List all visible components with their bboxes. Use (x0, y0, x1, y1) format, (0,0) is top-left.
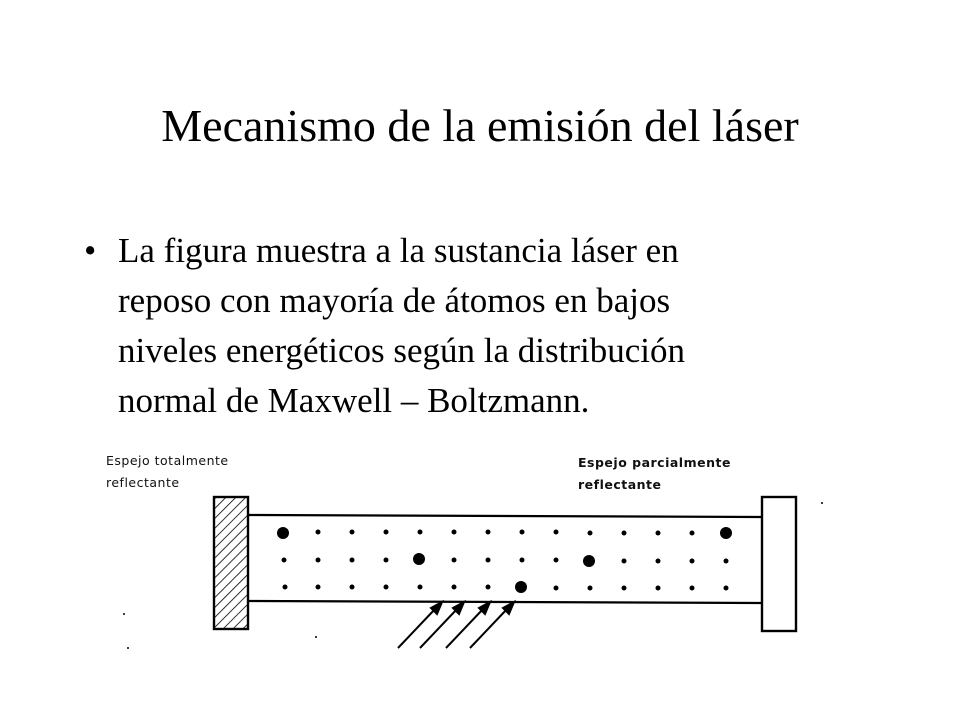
laser-tube (248, 515, 762, 603)
left-mirror-label-line-2: reflectante (106, 475, 180, 490)
atoms (277, 527, 732, 593)
total-mirror (214, 497, 248, 629)
bullet-line-4: normal de Maxwell – Boltzmann. (118, 381, 590, 420)
pump-arrows (398, 602, 514, 648)
bullet-line-3: niveles energéticos según la distribución (118, 331, 685, 370)
partial-mirror (762, 497, 796, 631)
bullet-line-1: La figura muestra a la sustancia láser en (118, 231, 679, 270)
bullet-marker: • (84, 231, 97, 270)
left-mirror-label-line-1: Espejo totalmente (106, 453, 229, 468)
right-mirror-label-line-1: Espejo parcialmente (578, 455, 731, 470)
right-mirror-label-line-2: reflectante (578, 477, 662, 492)
bullet-line-2: reposo con mayoría de átomos en bajos (118, 281, 671, 320)
slide-title: Mecanismo de la emisión del láser (161, 100, 799, 151)
